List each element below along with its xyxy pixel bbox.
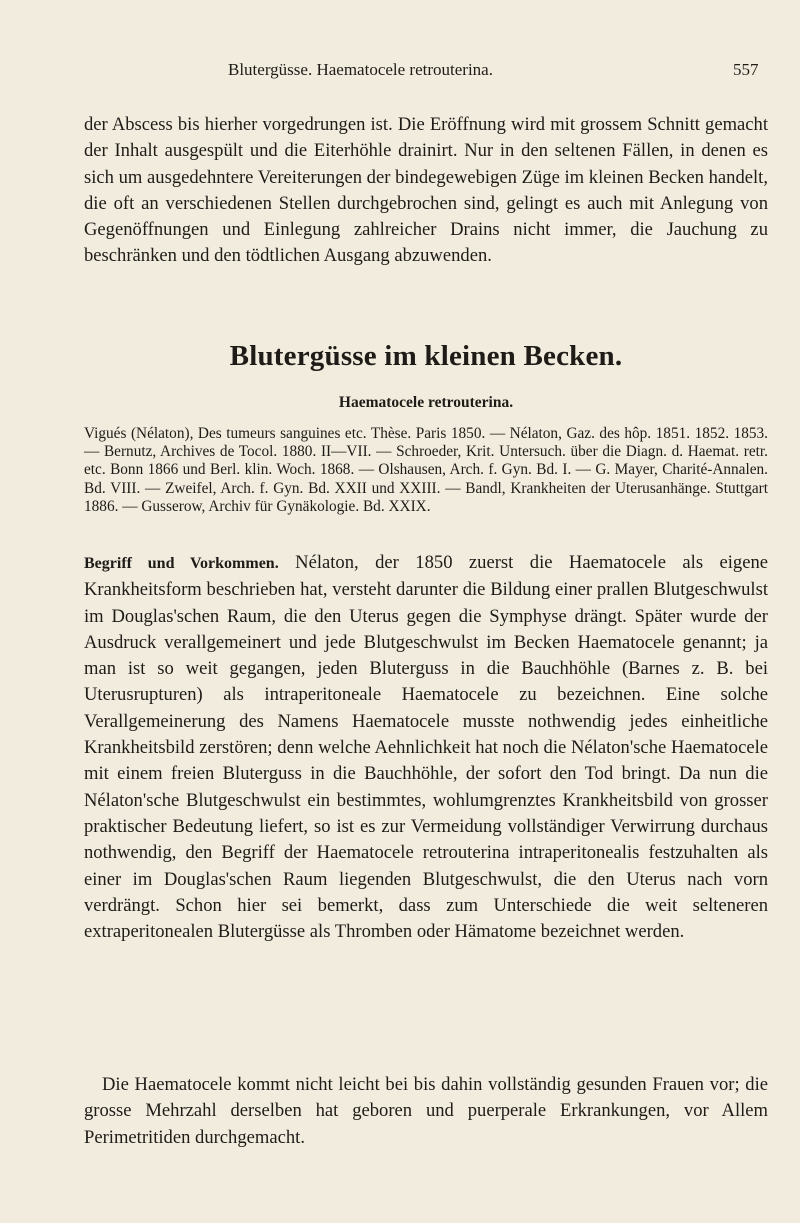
intro-paragraph: der Abscess bis hierher vorgedrungen ist. Die Eröffnung wird mit grossem Schnitt gemacht der Inhalt ausgespült und die Eiterhöhle drainirt. Nur in den seltenen Fällen, in denen es sich um ausgedehntere Vereiterungen der bindegewebigen Züge im kleinen Becken handelt, die oft an verschiedenen Stellen durchgebrochen sind, gelingt es auch mit Anlegung von Gegenöffnungen und Einlegung zahlreicher Drains nicht immer, die Jauchung zu beschränken und den tödtlichen Ausgang abzuwenden.: [84, 114, 768, 267]
page-number: 557: [733, 60, 759, 79]
running-header-title: Blutergüsse. Haematocele retrouterina.: [228, 60, 493, 79]
literature-references: Vigués (Nélaton), Des tumeurs sanguines etc. Thèse. Paris 1850. — Nélaton, Gaz. des hôp. 1851. 1852. 1853. — Bernutz, Archives de Tocol. 1880. II—VII. — Schroeder, Krit. Untersuch. über die Diagn. d. Haemat. retr. etc. Bonn 1866 und Berl. klin. Woch. 1868. — Olshausen, Arch. f. Gyn. Bd. I. — G. Mayer, Charité-Annalen. Bd. VIII. — Zweifel, Arch. f. Gyn. Bd. XXII und XXIII. — Bandl, Krankheiten der Uterusanhänge. Stuttgart 1886. — Gusserow, Archiv für Gynäkologie. Bd. XXIX.: [84, 425, 768, 515]
main-paragraph: [84, 550, 768, 945]
paragraph-lead: Begriff und Vorkommen.: [84, 555, 279, 572]
main-block: [84, 550, 768, 945]
final-block: [84, 1072, 768, 1151]
section-title: Blutergüsse im kleinen Becken.: [229, 340, 623, 372]
intro-block: [84, 112, 768, 270]
final-paragraph: Die Haematocele kommt nicht leicht bei bis dahin vollständig gesunden Frauen vor; die grosse Mehrzahl derselben hat geboren und puerperale Erkrankungen, vor Allem Perimetritiden durchgemacht.: [84, 1074, 768, 1148]
literature-block: [84, 425, 768, 516]
subsection-title: Haematocele retrouterina.: [338, 394, 514, 411]
main-paragraph-text: Nélaton, der 1850 zuerst die Haematocele als eigene Krankheitsform beschrieben hat, versteht darunter die Bildung einer prallen Blutgeschwulst im Douglas'schen Raum, die den Uterus gegen die Symphyse drängt. Später wurde der Ausdruck verallgemeinert und jede Blutgeschwulst im Becken Haematocele genannt; ja man ist so weit gegangen, jeden Bluterguss in die Bauchhöhle (Barnes z. B. bei Uterusrupturen) als intraperitoneale Haematocele zu bezeichnen. Eine solche Verallgemeinerung des Namens Haematocele musste nothwendig jedes einheitliche Krankheitsbild zerstören; denn welche Aehnlichkeit hat noch die Nélaton'sche Haematocele mit einem freien Bluterguss in die Bauchhöhle, der sofort den Tod bringt. Da nun die Nélaton'sche Blutgeschwulst ein bestimmtes, wohlumgrenztes Krankheitsbild von grosser praktischer Bedeutung liefert, so ist es zur Vermeidung vollständiger Verwirrung durchaus nothwendig, den Begriff der Haematocele retrouterina intraperitonealis festzuhalten als einer im Douglas'schen Raum liegenden Blutgeschwulst, die den Uterus nach vorn verdrängt. Schon hier sei bemerkt, dass zum Unterschiede die weit selteneren extraperitonealen Blutergüsse als Thromben oder Hämatome bezeichnet werden.: [84, 552, 769, 943]
